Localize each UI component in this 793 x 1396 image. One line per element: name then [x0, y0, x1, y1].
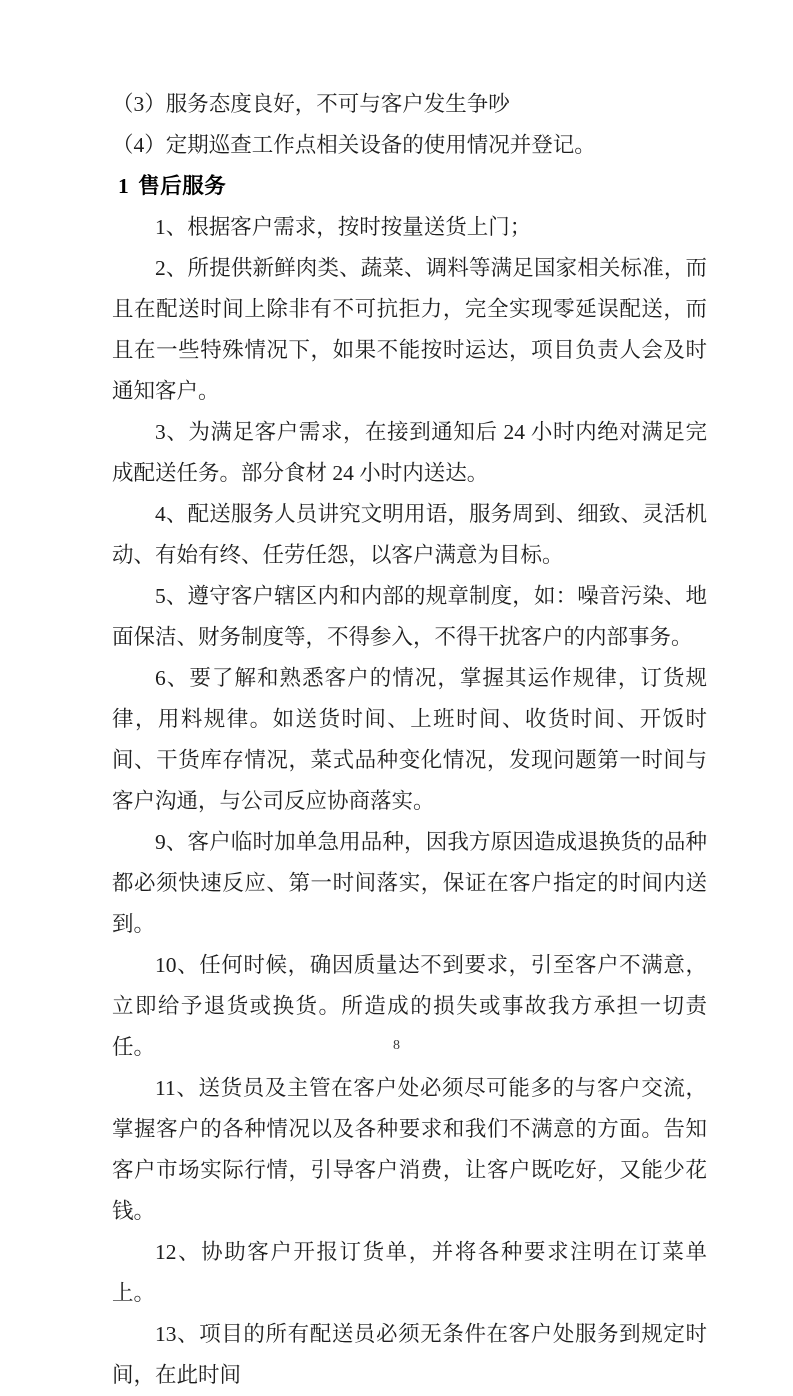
section-heading — [112, 166, 707, 207]
paragraph-item-1: 1、根据客户需求，按时按量送货上门； — [155, 215, 532, 239]
section-heading-number: 1 — [118, 174, 130, 198]
paragraph-item-10: 10、任何时候，确因质量达不到要求，引至客户不满意，立即给予退货或换货。所造成的损失或事故我方承担一切责任。 — [112, 953, 707, 1059]
paragraph-item-4-paren: （4）定期巡查工作点相关设备的使用情况并登记。 — [112, 133, 596, 157]
page-number: 8 — [393, 1038, 400, 1053]
paragraph-item-3: 3、为满足客户需求，在接到通知后 24 小时内绝对满足完成配送任务。部分食材 24 小时内送达。 — [112, 420, 707, 485]
paragraph-item-11: 11、送货员及主管在客户处必须尽可能多的与客户交流，掌握客户的各种情况以及各种要求和我们不满意的方面。告知客户市场实际行情，引导客户消费，让客户既吃好，又能少花钱。 — [112, 1076, 707, 1223]
paragraph-item-13: 13、项目的所有配送员必须无条件在客户处服务到规定时间，在此时间 — [112, 1322, 707, 1387]
paragraph-item-5: 5、遵守客户辖区内和内部的规章制度，如：噪音污染、地面保洁、财务制度等，不得参入，不得干扰客户的内部事务。 — [112, 584, 707, 649]
section-heading-text: 售后服务 — [138, 174, 227, 198]
paragraph-item-12: 12、协助客户开报订货单，并将各种要求注明在订菜单上。 — [112, 1240, 707, 1305]
paragraph-item-2: 2、所提供新鲜肉类、蔬菜、调料等满足国家相关标准，而且在配送时间上除非有不可抗拒力，完全实现零延误配送，而且在一些特殊情况下，如果不能按时运达，项目负责人会及时通知客户。 — [112, 256, 707, 403]
document-body — [112, 84, 707, 1396]
paragraph-item-4: 4、配送服务人员讲究文明用语，服务周到、细致、灵活机动、有始有终、任劳任怨，以客户满意为目标。 — [112, 502, 707, 567]
paragraph-item-9: 9、客户临时加单急用品种，因我方原因造成退换货的品种都必须快速反应、第一时间落实，保证在客户指定的时间内送到。 — [112, 830, 707, 936]
paragraph-item-6: 6、要了解和熟悉客户的情况，掌握其运作规律，订货规律，用料规律。如送货时间、上班时间、收货时间、开饭时间、干货库存情况，菜式品种变化情况，发现问题第一时间与客户沟通，与公司反应协商落实。 — [112, 666, 707, 813]
paragraph-item-3-paren: （3）服务态度良好，不可与客户发生争吵 — [112, 92, 510, 116]
